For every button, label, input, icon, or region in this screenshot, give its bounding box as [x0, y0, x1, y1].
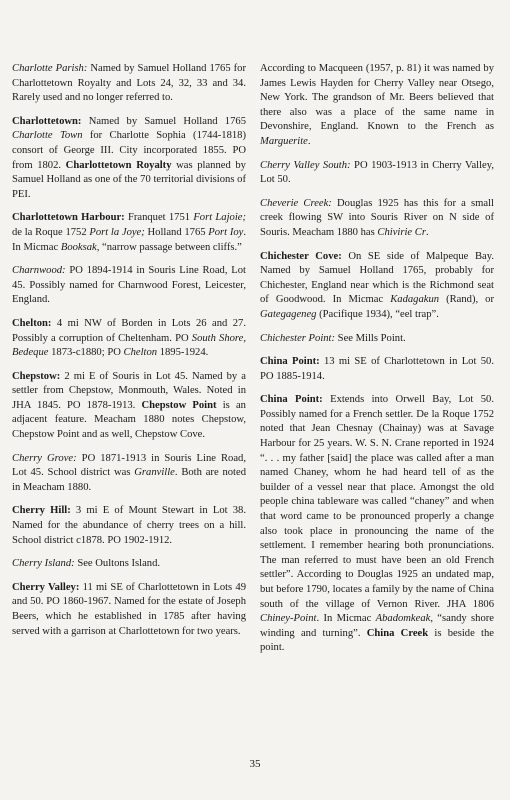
entry-text: 4 mi NW of Borden in Lots 26 and 27. Possibly a corruption of Cheltenham. PO	[12, 317, 246, 344]
entry-text: for Charlotte Sophia (1744-1818) consort of George III. City incorporated 1855. PO from 1802.	[12, 130, 246, 171]
entry-text: PO 1903-1913 in Cherry Valley, Lot 50.	[260, 159, 494, 186]
gazetteer-entry	[12, 211, 246, 255]
entry-text: Extends into Orwell Bay, Lot 50. Possibly named for a French settler. De la Roque 1752 noted that Jean Chesnay (Chainay) was at Savage Harbour for 25 years. W. S. N. Crane reported in 1924 “. . . my father [said] the place was called after a man named Chaney, whom he had heard tell of as the builder of a vessel near that place. Amongst the old people china tableware was called “chaney” and when that word came to be pronounced properly a change also took place in pronouncing the name of the settlement. I remember hearing both pronunciations. The man referred to must have been an old French settler”. According to Douglas 1925 an undated map, but before 1790, locates a family by the name of China south of the village of Vernon River. JHA 1806	[260, 394, 494, 610]
entry-text: 3 mi E of Mount Stewart in Lot 38. Named for the abundance of cherry trees on a hill. School district c1878. PO 1902-1912.	[12, 505, 246, 546]
entry-headword: China Point:	[260, 356, 320, 368]
entry-text: “sandy shore winding and turning”.	[260, 613, 494, 639]
entry-text: Named by Samuel Holland 1765 for Charlottetown Royalty and Lots 24, 32, 33 and 34. Rarely used and no longer referred to.	[12, 63, 246, 104]
gazetteer-entry	[260, 355, 494, 384]
entry-headword: Cherry Valley South:	[260, 159, 351, 171]
italic-text: South Shore, Bedeque	[12, 332, 247, 359]
left-column	[12, 62, 246, 665]
entry-text: 1895-1924.	[157, 347, 209, 359]
entry-text: 2 mi E of Souris in Lot 45. Named by a settler from Chepstow, Monmouth, Wales. Noted in JHA 1845. PO 1878-1913.	[12, 370, 246, 411]
italic-text: Kadagakun	[390, 294, 440, 306]
entry-text: . In Micmac	[12, 226, 246, 253]
entry-headword: Chichester Point:	[260, 332, 336, 344]
entry-text: According to Macqueen (1957, p. 81) it was named by James Lewis Hayden for Cherry Valley near Otsego, New York. The grandson of Mr. Beers believed that there also was a place of the same name in Devonshire, England. Known to the French as	[260, 63, 494, 133]
bold-place-name: Chepstow Point	[141, 399, 217, 411]
two-column-layout	[12, 62, 494, 665]
italic-text: Granville	[134, 467, 175, 479]
entry-text: See Mills Point.	[335, 332, 406, 344]
italic-text: Chelton	[123, 347, 158, 359]
right-column	[260, 62, 494, 665]
entry-text: 13 mi SE of Charlottetown in Lot 50. PO 1885-1914.	[260, 356, 494, 382]
entry-text: Holland 1765	[144, 226, 209, 238]
gazetteer-entry	[12, 115, 246, 203]
entry-text: On SE side of Malpeque Bay. Named by Samuel Holland 1765, probably for Chichester, England near which is the Richmond seat of Goodwood. In Micmac	[260, 250, 494, 306]
entry-headword: China Point:	[260, 394, 323, 406]
entry-text: (Pacifique 1934), “eel trap”.	[316, 308, 439, 320]
entry-text: Douglas 1925 has this for a small creek flowing SW into Souris River on N side of Souris. Meacham 1880 has	[260, 197, 494, 238]
entry-headword: Cherry Grove:	[12, 452, 77, 464]
entry-text: See Oultons Island.	[74, 558, 161, 570]
gazetteer-entry	[260, 197, 494, 241]
italic-text: Marguerite	[260, 135, 308, 147]
gazetteer-entry	[12, 581, 246, 639]
italic-text: Chivirie Cr	[377, 226, 426, 238]
entry-text: Franquet 1751	[124, 212, 194, 224]
gazetteer-entry	[12, 557, 246, 572]
entry-headword: Chichester Cove:	[260, 250, 342, 262]
entry-headword: Charlottetown Harbour:	[12, 212, 125, 224]
entry-text: . Both are noted in Meacham 1880.	[12, 467, 246, 493]
gazetteer-entry	[260, 159, 494, 188]
gazetteer-entry	[260, 332, 494, 347]
page-number: 35	[249, 758, 261, 770]
entry-text: was planned by Samuel Holland as one of the 70 territorial divisions of PEI.	[12, 159, 246, 200]
entry-text: .	[307, 135, 311, 147]
gazetteer-entry	[12, 370, 246, 443]
entry-text: PO 1871-1913 in Souris Line Road, Lot 45. School district was	[12, 452, 246, 479]
italic-text: Abadomkeak,	[375, 613, 433, 625]
entry-text: .	[425, 226, 429, 238]
entry-text: Named by Samuel Holland 1765	[81, 115, 246, 127]
gazetteer-entry	[260, 250, 494, 323]
italic-text: Gategageneg	[260, 308, 317, 320]
entry-headword: Charlottetown:	[12, 115, 82, 127]
gazetteer-entry	[12, 317, 246, 361]
entry-headword: Chelton:	[12, 317, 52, 329]
entry-headword: Cherry Hill:	[12, 505, 71, 517]
entry-headword: Cherry Valley:	[12, 581, 80, 593]
entry-text: (Rand), or	[439, 294, 495, 306]
italic-text: Port la Joye;	[89, 226, 145, 238]
italic-text: Charlotte Town	[12, 130, 83, 142]
italic-text: Port Ioy	[208, 226, 244, 238]
entry-text: . In Micmac	[316, 613, 376, 625]
italic-text: Chiney-Point	[260, 613, 317, 625]
gazetteer-entry	[12, 452, 246, 496]
italic-text: Fort Lajoie;	[193, 212, 246, 224]
gazetteer-entry-continued	[260, 62, 494, 150]
bold-place-name: China Creek	[366, 627, 429, 639]
gazetteer-entry	[260, 393, 494, 656]
gazetteer-entry	[12, 504, 246, 548]
entry-headword: Charnwood:	[12, 265, 66, 277]
entry-text: is beside the point.	[260, 627, 494, 654]
italic-text: Booksak,	[60, 241, 100, 253]
entry-text: de la Roque 1752	[12, 226, 90, 238]
entry-text: “narrow passage between cliffs.”	[99, 241, 242, 253]
gazetteer-entry	[12, 62, 246, 106]
entry-text: PO 1894-1914 in Souris Line Road, Lot 45. Possibly named for Charnwood Forest, Leicester, England.	[12, 265, 246, 306]
gazetteer-entry	[12, 264, 246, 308]
entry-text: 1873-c1880; PO	[48, 347, 124, 359]
entry-text: 11 mi SE of Charlottetown in Lots 49 and 50. PO 1860-1967. Named for the estate of Joseph Beers, which he established in 1785 after having served with a garrison at Charlottetown for two years.	[12, 581, 246, 637]
entry-headword: Cheverie Creek:	[260, 197, 332, 209]
entry-text: is an adjacent feature. Meacham 1880 notes Chepstow, Chepstow Point and as well, Chepstow Cove.	[12, 399, 246, 441]
entry-headword: Charlotte Parish:	[12, 63, 88, 74]
entry-headword: Cherry Island:	[12, 558, 75, 570]
bold-place-name: Charlottetown Royalty	[65, 159, 172, 171]
entry-headword: Chepstow:	[12, 370, 61, 382]
